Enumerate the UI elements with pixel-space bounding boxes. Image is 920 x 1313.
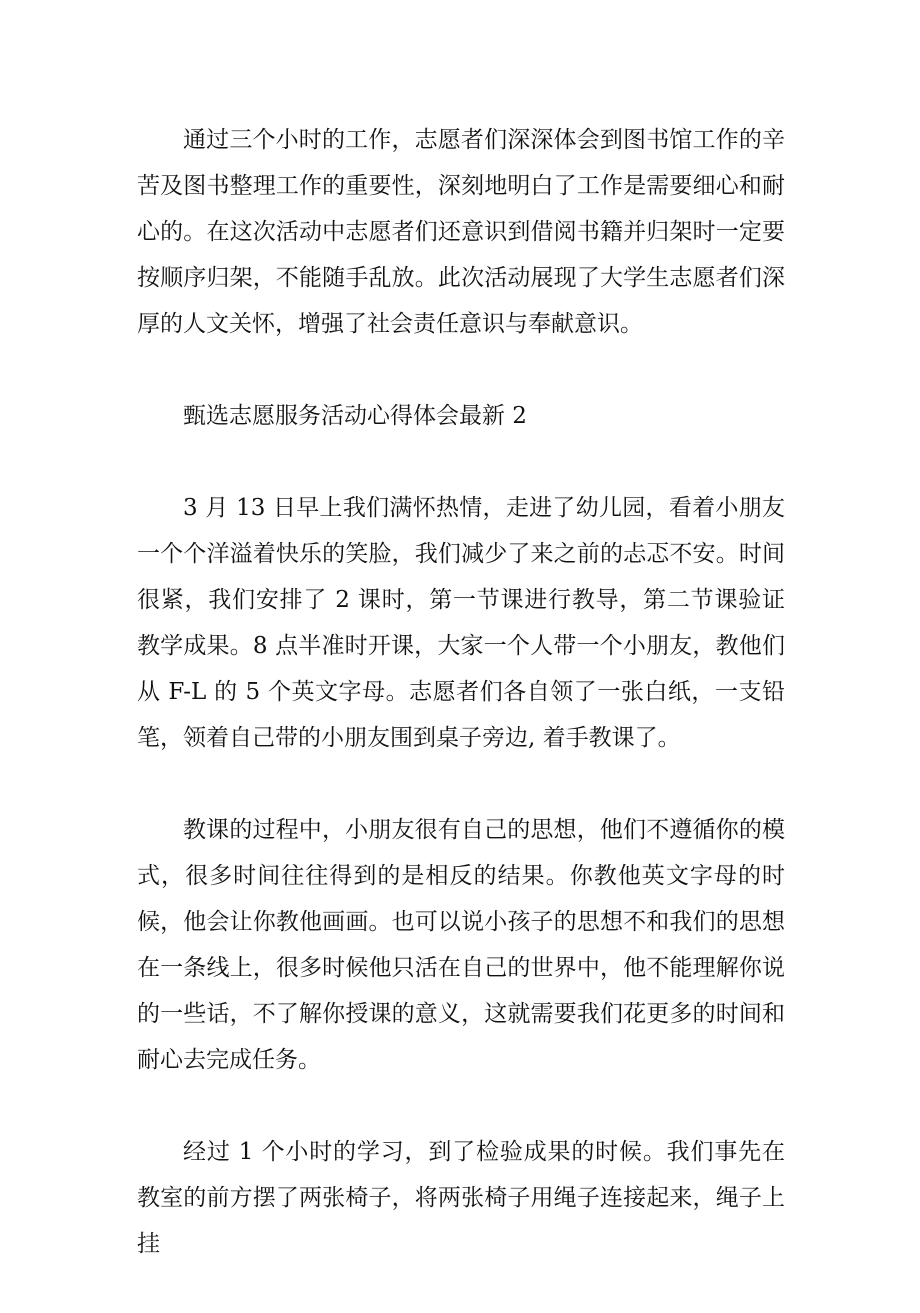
paragraph-checking-results: 经过 1 个小时的学习，到了检验成果的时候。我们事先在教室的前方摆了两张椅子，将两张椅子用绳子连接起来，绳子上挂 bbox=[137, 1139, 785, 1257]
paragraph-library-volunteer-summary: 通过三个小时的工作，志愿者们深深体会到图书馆工作的辛苦及图书整理工作的重要性，深刻地明白了工作是需要细心和耐心的。在这次活动中志愿者们还意识到借阅书籍并归架时一定要按顺序归架，不能随手乱放。此次活动展现了大学生志愿者们深厚的人文关怀，增强了社会责任意识与奉献意识。 bbox=[137, 127, 785, 337]
section-heading: 甄选志愿服务活动心得体会最新 2 bbox=[183, 403, 527, 429]
document-body bbox=[137, 117, 785, 1313]
paragraph-kindergarten-morning: 3 月 13 日早上我们满怀热情，走进了幼儿园，看着小朋友一个个洋溢着快乐的笑脸，我们减少了来之前的忐忑不安。时间很紧，我们安排了 2 课时，第一节课进行教导，第二节课验证教学成果。8 点半准时开课，大家一个人带一个小朋友，教他们从 F-L 的 5 个英文字母。志愿者们各自领了一张白纸，一支铅笔，领着自己带的小朋友围到桌子旁边, 着手教课了。 bbox=[137, 495, 785, 751]
paragraph-teaching-process: 教课的过程中，小朋友很有自己的思想，他们不遵循你的模式，很多时间往往得到的是相反的结果。你教他英文字母的时候，他会让你教他画画。也可以说小孩子的思想不和我们的思想在一条线上，很多时候他只活在自己的世界中，他不能理解你说的一些话，不了解你授课的意义，这就需要我们花更多的时间和耐心去完成任务。 bbox=[137, 817, 785, 1073]
